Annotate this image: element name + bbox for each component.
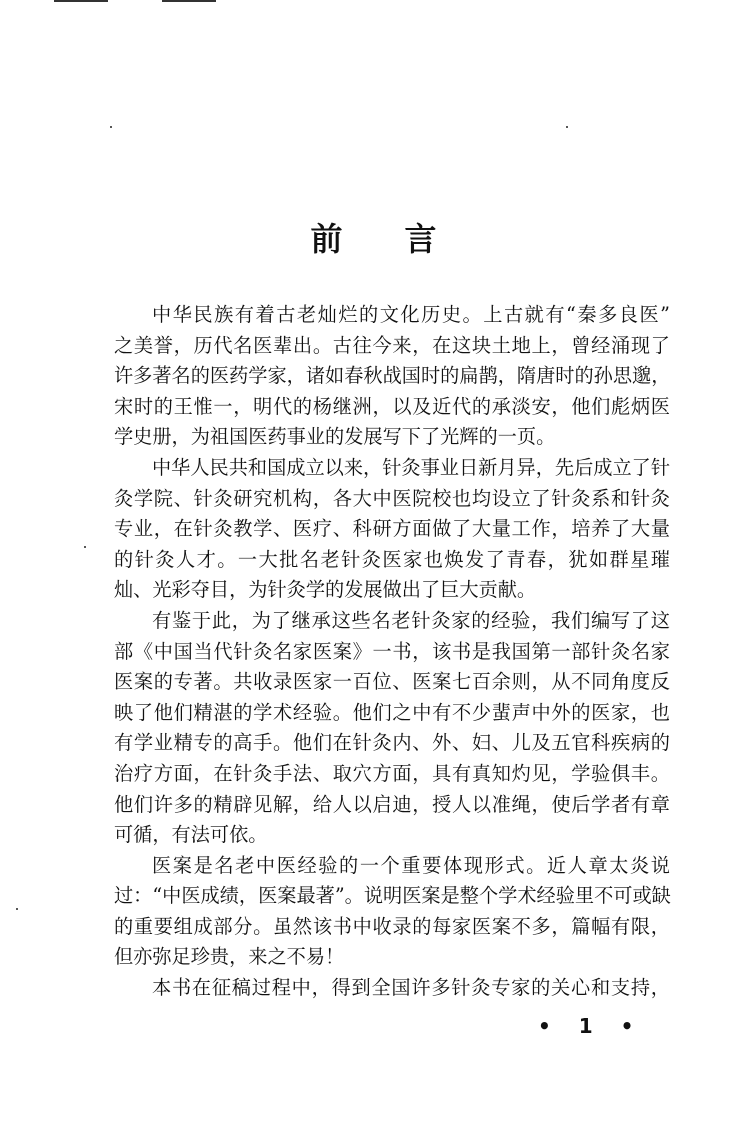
- text-line: 灸学院、针灸研究机构，各大中医院校也均设立了针灸系和针灸: [114, 486, 670, 510]
- page-title: [0, 214, 747, 260]
- page-number-value: 1: [578, 1014, 593, 1038]
- scan-edge-mark-left: [54, 0, 108, 2]
- text-line: 但亦弥足珍贵，来之不易！: [114, 945, 345, 969]
- text-line: 专业，在针灸教学、医疗、科研方面做了大量工作，培养了大量: [114, 517, 670, 541]
- title-char: 言: [404, 220, 437, 258]
- text-line: 中华民族有着古老灿烂的文化历史。上古就有“秦多良医”: [152, 303, 670, 326]
- scan-speck: [16, 908, 18, 910]
- text-line: 医案是名老中医经验的一个重要体现形式。近人章太炎说: [152, 853, 670, 877]
- text-line: 他们许多的精辟见解，给人以启迪，授人以准绳，使后学者有章: [114, 792, 670, 816]
- scan-speck: [110, 126, 112, 128]
- text-line: 宋时的王惟一，明代的杨继洲，以及近代的承淡安，他们彪炳医: [114, 394, 670, 418]
- scan-speck: [84, 546, 86, 548]
- text-line: 的重要组成部分。虽然该书中收录的每家医案不多，篇幅有限，: [114, 914, 670, 938]
- text-line: 过：“中医成绩，医案最著”。说明医案是整个学术经验里不可或缺: [114, 884, 671, 908]
- scan-edge-mark-right: [162, 0, 216, 2]
- text-line: 灿、光彩夺目，为针灸学的发展做出了巨大贡献。: [114, 578, 537, 602]
- title-char: 前: [310, 220, 343, 258]
- text-line: 学史册，为祖国医药事业的发展写下了光辉的一页。: [114, 425, 556, 449]
- text-line: 映了他们精湛的学术经验。他们之中有不少蜚声中外的医家，也: [114, 700, 670, 724]
- text-line: 治疗方面，在针灸手法、取穴方面，具有真知灼见，学验俱丰。: [114, 761, 670, 785]
- text-line: 中华人民共和国成立以来，针灸事业日新月异，先后成立了针: [152, 455, 671, 479]
- text-line: 部《中国当代针灸名家医案》一书，该书是我国第一部针灸名家: [114, 639, 670, 663]
- page-number: [538, 1014, 633, 1038]
- bullet-mark: •: [620, 1014, 634, 1038]
- text-line: 许多著名的医药学家，诸如春秋战国时的扁鹊，隋唐时的孙思邈，: [114, 364, 671, 388]
- text-line: 有鉴于此，为了继承这些名老针灸家的经验，我们编写了这: [152, 608, 670, 632]
- text-line: 医案的专著。共收录医家一百位、医案七百余则，从不同角度反: [114, 670, 670, 694]
- text-line: 有学业精专的高手。他们在针灸内、外、妇、儿及五官科疾病的: [114, 731, 670, 755]
- text-line: 可循，有法可依。: [114, 823, 268, 847]
- text-line: 之美誉，历代名医辈出。古往今来，在这块土地上，曾经涌现了: [114, 333, 670, 357]
- text-line: 的针灸人才。一大批名老针灸医家也焕发了青春，犹如群星璀: [114, 547, 670, 571]
- scan-speck: [566, 126, 568, 128]
- text-line: 本书在征稿过程中，得到全国许多针灸专家的关心和支持，: [152, 976, 670, 1000]
- bullet-mark: •: [538, 1014, 551, 1038]
- preface-body: [114, 300, 670, 1004]
